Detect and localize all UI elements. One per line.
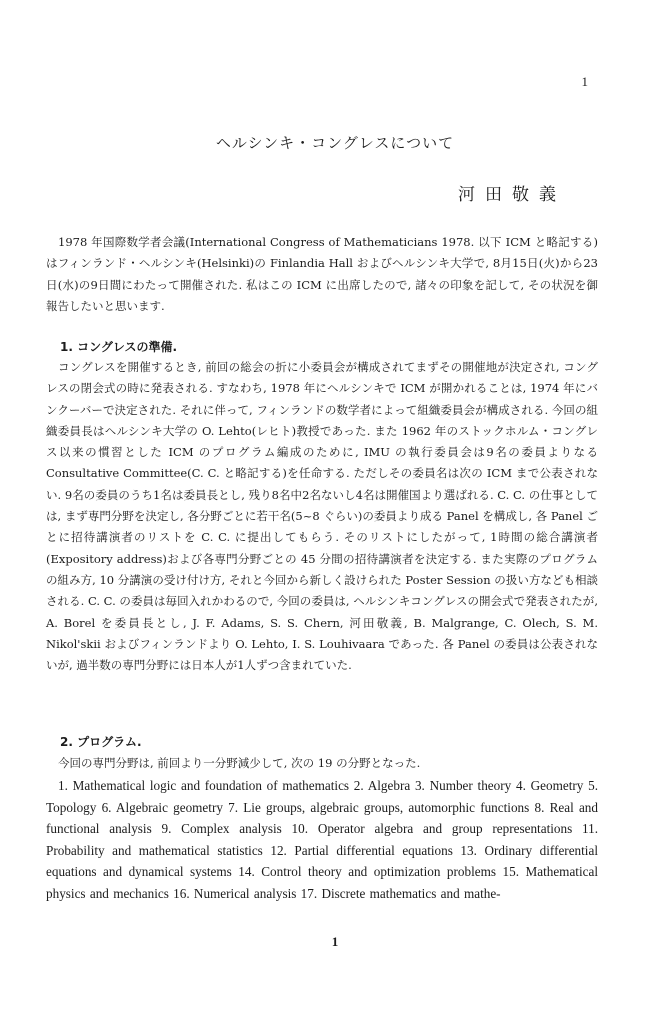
intro-paragraph: 1978 年国際数学者会議(International Congress of Mathematicians 1978. 以下 ICM と略記する)はフィンランド・ヘルシンキ(Helsinki)の Finlandia Hall およびヘルシンキ大学で, 8月15日(火)から23日(水)の9日間にわたって開催された. 私はこの ICM に出席したので, 諸々の印象を記して, その状況を御報告したいと思います.	[46, 235, 598, 313]
page-number-top: 1	[581, 74, 588, 89]
section-2-paragraph: 今回の専門分野は, 前回より一分野減少して, 次の 19 の分野となった.	[58, 756, 421, 770]
section-1-heading: 1. コングレスの準備.	[60, 340, 178, 354]
page-number-bottom: 1	[331, 934, 339, 949]
section-1-paragraph: コングレスを開催するとき, 前回の総会の折に小委員会が構成されてまずその開催地が決定され, コングレスの閉会式の時に発表される. すなわち, 1978 年にヘルシンキで ICM が開かれることは, 1974 年にバンクーバーで決定された. それに伴って, フィンランドの数学者によって組織委員会が構成される. 今回の組織委員長はヘルシンキ大学の O. Lehto(レヒト)教授であった. また 1962 年のストックホルム・コングレス以来の慣習とした ICM のプログラム編成のために, IMU の執行委員会は9名の委員よりなる Consultative Committee(C. C. と略記する)を任命する. ただしその委員名は次の ICM まで公表されない. 9名の委員のうち1名は委員長とし, 残り8名中2名ないし4名は開催国より選ばれる. C. C. の仕事としては, まず専門分野を決定し, 各分野ごとに若干名(5~8 ぐらい)の委員より成る Panel を構成し, 各 Panel ごとに招待講演者のリストを C. C. に提出してもらう. そのリストにしたがって, 1時間の総合講演者(Expository address)および各専門分野ごとの 45 分間の招待講演者を決定する. また実際のプログラムの組み方, 10 分講演の受け付け方, それと今回から新しく設けられた Poster Session の扱い方なども相談される. C. C. の委員は毎回入れかわるので, 今回の委員は, ヘルシンキコングレスの開会式で発表されたが, A. Borel を委員長とし, J. F. Adams, S. S. Chern, 河田敬義, B. Malgrange, C. Olech, S. M. Nikol'skii およびフィンランドより O. Lehto, I. S. Louhivaara であった. 各 Panel の委員は公表されないが, 過半数の専門分野には日本人が1人ずつ含まれていた.	[46, 360, 598, 673]
section-2-heading: 2. プログラム.	[60, 735, 142, 749]
section-2-field-list: 1. Mathematical logic and foundation of mathematics 2. Algebra 3. Number theory 4. Geometry 5. Topology 6. Algebraic geometry 7. Lie groups, algebraic groups, automorphic functions 8. Real and functional analysis 9. Complex analysis 10. Operator algebra and group representations 11. Probability and mathematical statistics 12. Partial differential equations 13. Ordinary differential equations and dynamical systems 14. Control theory and optimization problems 15. Mathematical physics and mechanics 16. Numerical analysis 17. Discrete mathematics and mathe-	[46, 778, 598, 901]
article-title: ヘルシンキ・コングレスについて	[215, 134, 455, 152]
article-author: 河田敬義	[458, 185, 566, 205]
